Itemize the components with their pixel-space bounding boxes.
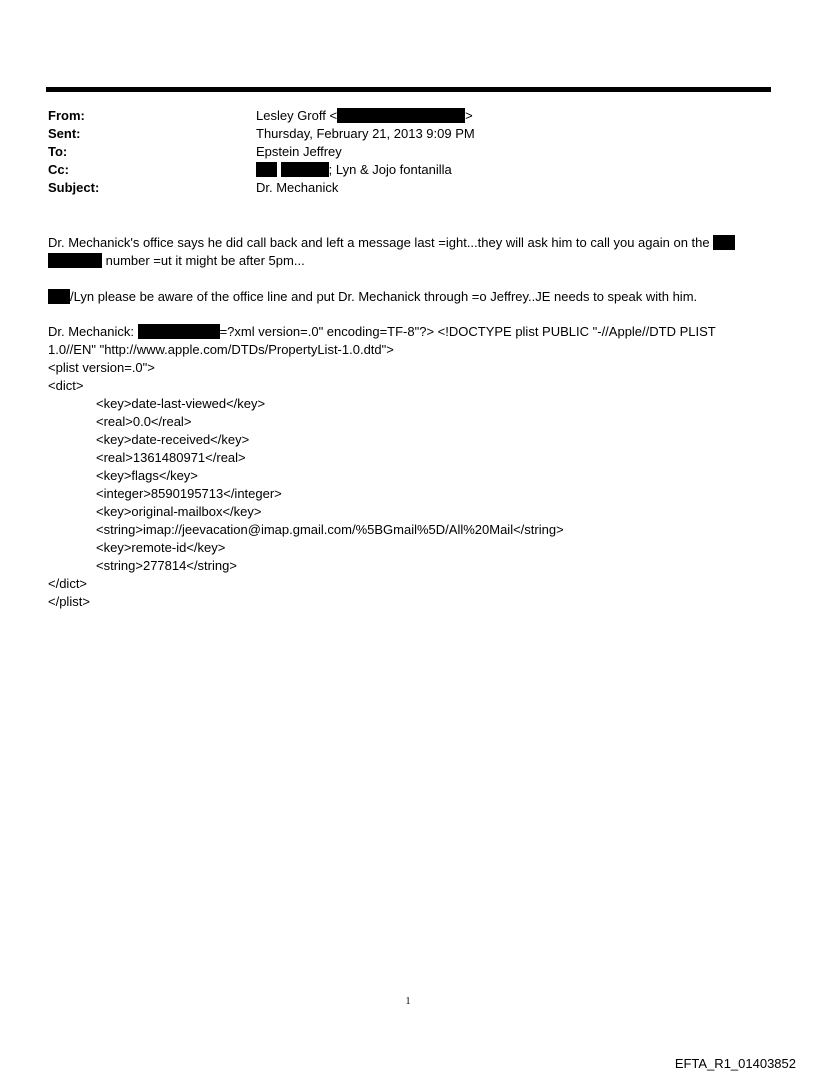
dict-close: </dict> bbox=[48, 576, 88, 591]
dict-line: <real>0.0</real> bbox=[96, 414, 192, 429]
dict-line: <key>original-mailbox</key> bbox=[96, 504, 262, 519]
dict-line: <string>imap://jeevacation@imap.gmail.com/%5BGmail%5D/All%20Mail</string> bbox=[96, 522, 564, 537]
from-close: > bbox=[465, 108, 473, 123]
header-rule bbox=[46, 87, 771, 92]
redaction-box bbox=[713, 235, 735, 250]
page-number: 1 bbox=[405, 996, 411, 1007]
dr-mechanick-label: Dr. Mechanick: bbox=[48, 324, 138, 339]
from-label: From: bbox=[48, 108, 85, 123]
redaction-box bbox=[48, 253, 102, 268]
paragraph-1-text: Dr. Mechanick's office says he did call back and left a message last =ight...they will ask him to call you again on the bbox=[48, 235, 710, 250]
dict-line: <string>277814</string> bbox=[96, 558, 237, 573]
sent-label: Sent: bbox=[48, 126, 81, 141]
paragraph-1-text-2: number =ut it might be after 5pm... bbox=[102, 253, 305, 268]
to-value: Epstein Jeffrey bbox=[256, 144, 342, 159]
paragraph-2-text: /Lyn please be aware of the office line and put Dr. Mechanick through =o Jeffrey..JE needs to speak with him. bbox=[70, 289, 698, 304]
redaction-box bbox=[138, 324, 220, 339]
paragraph-1-line-1 bbox=[48, 234, 768, 252]
sent-value: Thursday, February 21, 2013 9:09 PM bbox=[256, 126, 475, 141]
redaction-box bbox=[281, 162, 329, 177]
from-value bbox=[256, 107, 473, 125]
paragraph-1-line-2 bbox=[48, 252, 768, 270]
paragraph-2 bbox=[48, 288, 768, 306]
redaction-box bbox=[337, 108, 465, 123]
redaction-box bbox=[48, 289, 70, 304]
document-id: EFTA_R1_01403852 bbox=[674, 1056, 796, 1071]
dict-line: <key>remote-id</key> bbox=[96, 540, 226, 555]
plist-close: </plist> bbox=[48, 594, 90, 609]
cc-value bbox=[256, 161, 452, 179]
cc-label: Cc: bbox=[48, 162, 69, 177]
subject-value: Dr. Mechanick bbox=[256, 180, 339, 195]
redaction-box bbox=[256, 162, 277, 177]
paragraph-3 bbox=[48, 323, 768, 611]
plist-header-text: =?xml version=.0" encoding=TF-8"?> <!DOCTYPE plist PUBLIC "-//Apple//DTD PLIST bbox=[219, 324, 716, 339]
cc-names: ; Lyn & Jojo fontanilla bbox=[328, 162, 452, 177]
dict-line: <integer>8590195713</integer> bbox=[96, 486, 282, 501]
from-name: Lesley Groff < bbox=[256, 108, 338, 123]
paragraph-1 bbox=[48, 234, 768, 270]
to-label: To: bbox=[48, 144, 68, 159]
dict-line: <real>1361480971</real> bbox=[96, 450, 246, 465]
plist-line-1 bbox=[48, 323, 768, 341]
plist-open: <plist version=.0"> bbox=[48, 360, 155, 375]
dict-line: <key>date-last-viewed</key> bbox=[96, 396, 266, 411]
dict-line: <key>flags</key> bbox=[96, 468, 198, 483]
dict-line: <key>date-received</key> bbox=[96, 432, 250, 447]
subject-label: Subject: bbox=[48, 180, 100, 195]
plist-line-2: 1.0//EN" "http://www.apple.com/DTDs/PropertyList-1.0.dtd"> bbox=[48, 342, 394, 357]
dict-open: <dict> bbox=[48, 378, 84, 393]
